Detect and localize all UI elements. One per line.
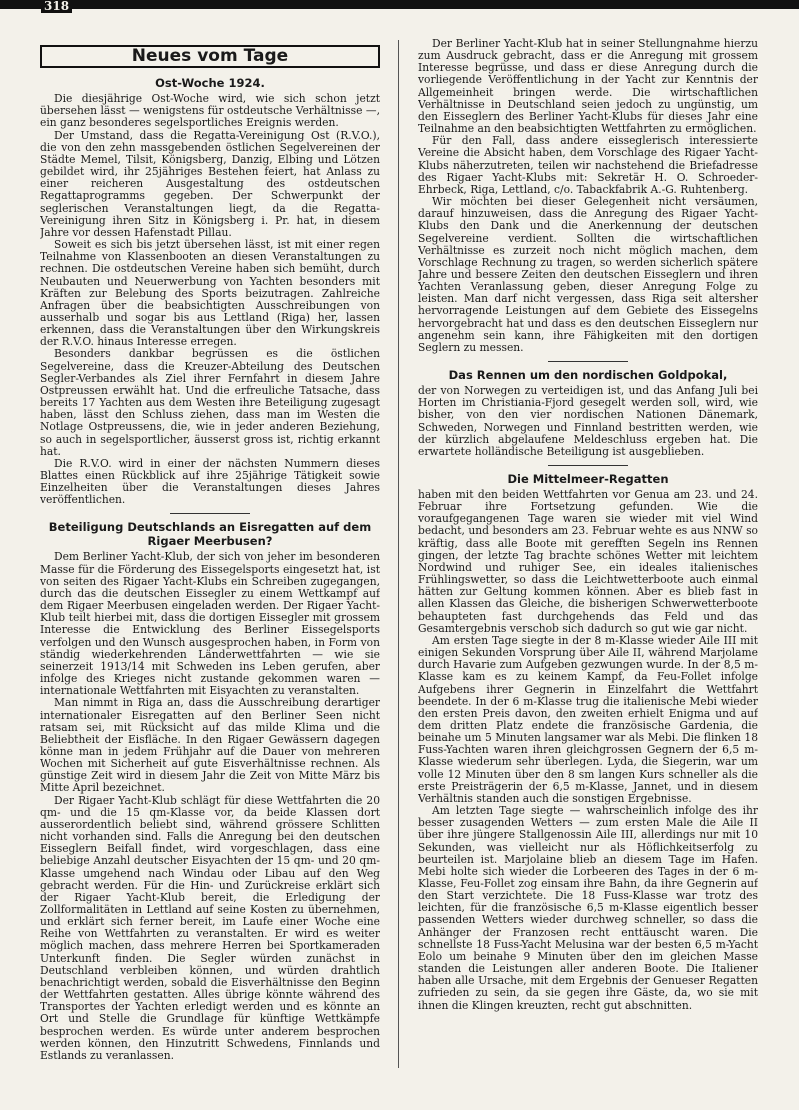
ostwoche-paragraph: Besonders dankbar begrüssen es die östlichen Segelvereine, dass die Kreuzer-Abteilung des Deutschen Segler-Verbandes als Ziel ihrer Fernfahrt in diesem Jahre Ostpreussen erwählt hat. Und die erfreuliche Tatsache, dass bereits 17 Yachten aus dem Westen ihre Beteiligung zugesagt haben, lässt den Schluss ziehen, dass man im Westen die Notlage Ostpreussens, die, wie in jeder anderen Beziehung, so auch in segelsportlicher, äusserst gross ist, richtig erkannt hat. bbox=[40, 347, 380, 458]
goldpokal-paragraph: der von Norwegen zu verteidigen ist, und das Anfang Juli bei Horten im Christiania-Fjord gesegelt werden soll, wird, wie bisher, von den vier nordischen Nationen Dänemark, Schweden, Norwegen und Finnland bestritten werden, wie der kürzlich abgelaufene Meldeschluss ergeben hat. Die erwartete holländische Beteiligung ist ausgeblieben. bbox=[418, 384, 758, 458]
right-column bbox=[418, 38, 758, 1012]
page-top-border bbox=[0, 0, 799, 9]
section-separator bbox=[548, 361, 628, 362]
left-column bbox=[40, 38, 380, 1062]
mittelmeer-heading: Die Mittelmeer-Regatten bbox=[507, 472, 669, 486]
section-separator bbox=[548, 465, 628, 466]
eisregatten-paragraph: Dem Berliner Yacht-Klub, der sich von jeher im besonderen Masse für die Förderung des Eissegelsports eingesetzt hat, ist von seiten des Rigaer Yacht-Klubs ein Schreiben zugegangen, durch das die deutschen Eissegler zu einem Wettkampf auf dem Rigaer Meerbusen eingeladen werden. Der Rigaer Yacht-Klub teilt hierbei mit, dass die dortigen Eissegler mit grossem Interesse die Entwicklung des Berliner Eissegelsports verfolgen und den Wunsch ausgesprochen haben, in Form von ständig wiederkehrenden Länderwettfahrten — wie sie seinerzeit 1913/14 mit Schweden ins Leben gerufen, aber infolge des Krieges nicht zustande gekommen waren — internationale Wettfahrten mit Eisyachten zu veranstalten. bbox=[40, 550, 380, 698]
eisregatten-heading: Beteiligung Deutschlands an Eisregatten auf dem Rigaer Meerbusen? bbox=[48, 520, 372, 549]
mittelmeer-paragraph: Am ersten Tage siegte in der 8 m-Klasse wieder Aile III mit einigen Sekunden Vorsprung über Aile II, während Marjolame durch Havarie zum Aufgeben gezwungen wurde. In der 8,5 m-Klasse kam es zu keinem Kampf, da Feu-Follet infolge Aufgebens ihrer Gegnerin in Einzelfahrt die Wettfahrt beendete. In der 6 m-Klasse trug die italienische Mebi wieder den ersten Preis davon, den zweiten erhielt Enigma und auf dem dritten Platz endete die französische Gardenia, die beinahe um 5 Minuten langsamer war als Mebi. Die flinken 18 Fuss-Yachten waren ihren gleichgrossen Gegnern der 6,5 m-Klasse wiederum sehr überlegen. Lyda, die Siegerin, war um volle 12 Minuten über den 8 sm langen Kurs schneller als die erste Preisträgerin der 6,5 m-Klasse, Jannet, und in diesem Verhältnis standen auch die sonstigen Ergebnisse. bbox=[418, 633, 758, 805]
mittelmeer-paragraph: Am letzten Tage siegte — wahrscheinlich infolge des ihr besser zusagenden Wetters — zum ersten Male die Aile II über ihre jüngere Stallgenossin Aile III, allerdings nur mit 10 Sekunden, was vielleicht nur als Höflichkeitserfolg zu beurteilen ist. Marjolaine blieb an diesem Tage im Hafen. Mebi holte sich wieder die Lorbeeren des Tages in der 6 m-Klasse, Feu-Follet zog einsam ihre Bahn, da ihre Gegnerin auf den Start verzichtete. Die 18 Fuss-Klasse war trotz des leichten, für die französische 6,5 m-Klasse eigentlich besser passenden Wetters wieder durchweg schneller, so dass die Anhänger der Franzosen recht enttäuscht waren. Die schnellste 18 Fuss-Yacht Melusina war der besten 6,5 m-Yacht Eolo um beinahe 9 Minuten über den im gleichen Masse standen die Leistungen aller anderen Boote. Die Italiener haben alle Ursache, mit dem Ergebnis der Genueser Regatten zufrieden zu sein, da sie gegen ihre Gäste, da, wo sie mit ihnen die Klingen kreuzten, recht gut abschnitten. bbox=[418, 804, 758, 1012]
eisregatten-paragraph: Wir möchten bei dieser Gelegenheit nicht versäumen, darauf hinzuweisen, dass die Anregung des Rigaer Yacht-Klubs den Dank und die Anerkennung der deutschen Segelvereine verdient. Sollten die wirtschaftlichen Verhältnisse es zurzeit noch nicht möglich machen, dem Vorschlage Rechnung zu tragen, so werden sicherlich spätere Jahre und bessere Zeiten den deutschen Eisseglern und ihren Yachten Veranlassung geben, dieser Anregung Folge zu leisten. Man darf nicht vergessen, dass Riga seit altersher hervorragende Leistungen auf dem Gebiete des Eissegelns hervorgebracht hat und dass es den deutschen Eisseglern nur angenehm sein kann, ihre Fähigkeiten mit den dortigen Seglern zu messen. bbox=[418, 195, 758, 354]
page-number: 318 bbox=[41, 0, 72, 13]
ostwoche-paragraph: Soweit es sich bis jetzt übersehen lässt, ist mit einer regen Teilnahme von Klassenbooten an diesen Veranstaltungen zu rechnen. Die ostdeutschen Vereine haben sich bemüht, durch Neubauten und Neuerwerbung von Yachten besonders mit Kräften zur Belebung des Sports beizutragen. Zahlreiche Anfragen über die beabsichtigten Ausschreibungen von ausserhalb und sogar bis aus Lettland (Riga) her, lassen erkennen, dass die Veranstaltungen über den Wirkungskreis der R.V.O. hinaus Interesse erregen. bbox=[40, 238, 380, 349]
ostwoche-paragraph: Der Umstand, dass die Regatta-Vereinigung Ost (R.V.O.), die von den zehn massgebenden östlichen Segelvereinen der Städte Memel, Tilsit, Königsberg, Danzig, Elbing und Lötzen gebildet wird, ihr 25jähriges Bestehen feiert, hat Anlass zu einer reicheren Ausgestaltung des ostdeutschen Regattaprogramms gegeben. Der Schwerpunkt der seglerischen Veranstaltungen liegt, da die Regatta-Vereinigung ihren Sitz in Königsberg i. Pr. hat, in diesem Jahre vor dessen Hafenstadt Pillau. bbox=[40, 128, 380, 239]
eisregatten-paragraph: Der Berliner Yacht-Klub hat in seiner Stellungnahme hierzu zum Ausdruck gebracht, dass er die Anregung mit grossem Interesse begrüsse, und dass er diese Anregung durch die vorliegende Veröffentlichung in der Yacht zur Kenntnis der Allgemeinheit bringen werde. Die wirtschaftlichen Verhältnisse in Deutschland seien jedoch zu ungünstig, um den Eisseglern des Berliner Yacht-Klubs für dieses Jahr eine Teilnahme an den beabsichtigten Wettfahrten zu ermöglichen. bbox=[418, 38, 758, 136]
eisregatten-paragraph: Für den Fall, dass andere eisseglerisch interessierte Vereine die Absicht haben, dem Vorschlage des Rigaer Yacht-Klubs näherzutreten, teilen wir nachstehend die Briefadresse des Rigaer Yacht-Klubs mit: Sekretär H. O. Schroeder-Ehrbeck, Riga, Lettland, c/o. Tabackfabrik A.-G. Ruhtenberg. bbox=[418, 134, 758, 196]
section-separator bbox=[170, 513, 250, 514]
goldpokal-heading: Das Rennen um den nordischen Goldpokal, bbox=[448, 368, 728, 383]
column-divider bbox=[398, 40, 399, 1068]
mittelmeer-paragraph: haben mit den beiden Wettfahrten vor Genua am 23. und 24. Februar ihre Fortsetzung gefunden. Wie die voraufgegangenen Tage waren sie wieder mit viel Wind bedacht, und besonders am 23. Februar wehte es aus NNW so kräftig, dass alle Boote mit gerefften Segeln ins Rennen gingen, der letzte Tag brachte schönes Wetter mit leichtem Nordwind und ruhiger See, ein ideales italienisches Frühlingswetter, so dass die Leichtwetterboote auch einmal hätten zur Geltung kommen können. Aber es blieb fast in allen Klassen das Gleiche, die bisherigen Schwerwetterboote behaupteten fast durchgehends das Feld und das Gesamtergebnis verschob sich dadurch so gut wie gar nicht. bbox=[418, 488, 758, 635]
ostwoche-paragraph: Die R.V.O. wird in einer der nächsten Nummern dieses Blattes einen Rückblick auf ihre 25jährige Tätigkeit sowie Einzelheiten über die Veranstaltungen dieses Jahres veröffentlichen. bbox=[40, 456, 380, 507]
eisregatten-paragraph: Man nimmt in Riga an, dass die Ausschreibung derartiger internationaler Eisregatten auf den Berliner Seen nicht ratsam sei, mit Rücksicht auf das milde Klima und die Beliebtheit der Eisfläche. In den Rigaer Gewässern dagegen könne man in jedem Frühjahr auf die Dauer von mehreren Wochen mit Sicherheit auf gute Eisverhältnisse rechnen. Als günstige Zeit wird in diesem Jahr die Zeit von Mitte März bis Mitte April bezeichnet. bbox=[40, 696, 380, 795]
ostwoche-paragraph: Die diesjährige Ost-Woche wird, wie sich schon jetzt übersehen lässt — wenigstens für ostdeutsche Verhältnisse —, ein ganz besonderes segelsportliches Ereignis werden. bbox=[40, 92, 380, 130]
eisregatten-paragraph: Der Rigaer Yacht-Klub schlägt für diese Wettfahrten die 20 qm- und die 15 qm-Klasse vor, da beide Klassen dort ausserordentlich beliebt sind, während grössere Schlitten nicht vorhanden sind. Falls die Anregung bei den deutschen Eisseglern Beifall findet, wird vorgeschlagen, dass eine beliebige Anzahl deutscher Eisyachten der 15 qm- und 20 qm-Klasse umgehend nach Windau oder Libau auf den Weg gebracht werden. Für die Hin- und Zurückreise erklärt sich der Rigaer Yacht-Klub bereit, die Erledigung der Zollformalitäten in Lettland auf seine Kosten zu übernehmen, und erklärt sich ferner bereit, im Laufe einer Woche eine Reihe von Wettfahrten zu veranstalten. Er wird es weiter möglich machen, dass mehrere Herren bei Sportkameraden Unterkunft finden. Die Segler würden zunächst in Deutschland verbleiben können, und würden drahtlich benachrichtigt werden, sobald die Eisverhältnisse den Beginn der Wettfahrten gestatten. Alles übrige könnte während des Transportes der Yachten erledigt werden und es könnte an Ort und Stelle die Grundlage für künftige Wettkämpfe besprochen werden. Es würde unter anderem besprochen werden können, den Hinzutritt Schwedens, Finnlands und Estlands zu veranlassen. bbox=[40, 793, 380, 1062]
ostwoche-heading: Ost-Woche 1924. bbox=[155, 76, 265, 91]
section-header-box: Neues vom Tage bbox=[40, 45, 380, 68]
